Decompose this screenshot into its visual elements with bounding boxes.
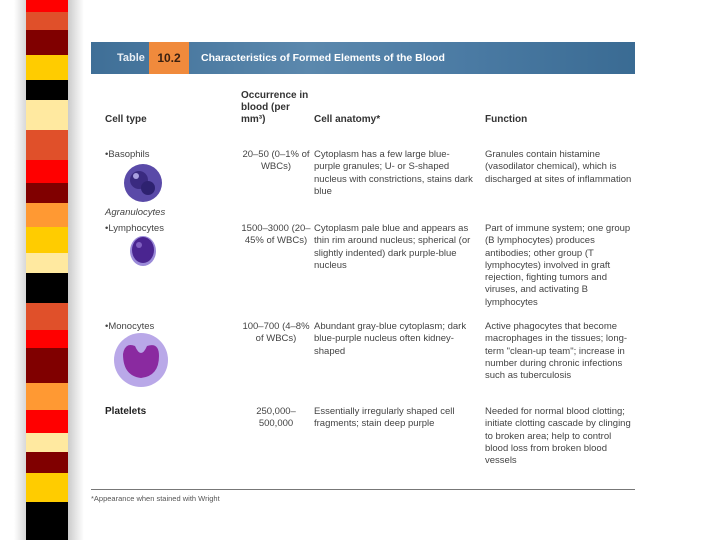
row-occurrence-monocytes: 100–700 (4–8% of WBCs) — [242, 321, 310, 345]
table-title: Characteristics of Formed Elements of the Blood — [201, 52, 445, 64]
stripe — [26, 55, 68, 80]
row-anatomy-lymphocytes: Cytoplasm pale blue and appears as thin rim around nucleus; spherical (or slightly indented) dark purple-blue nucleus — [314, 223, 471, 271]
stripe — [26, 183, 68, 203]
row-type-platelets: Platelets — [105, 406, 147, 417]
decorative-stripe-bar — [26, 0, 68, 540]
stripe — [26, 452, 68, 473]
row-type-monocytes: • Monocytes — [105, 321, 154, 333]
basophil-image — [121, 162, 165, 204]
stripe — [26, 130, 68, 160]
header-cell-type: Cell type — [105, 114, 147, 125]
lymphocyte-image — [129, 235, 157, 267]
stripe — [26, 80, 68, 100]
row-occurrence-basophils: 20–50 (0–1% of WBCs) — [242, 149, 310, 173]
stripe — [26, 348, 68, 383]
blood-elements-table — [91, 42, 635, 502]
header-function: Function — [485, 114, 528, 125]
row-type-basophils: • Basophils — [105, 149, 150, 161]
row-function-lymphocytes: Part of immune system; one group (B lymphocytes) produces antibodies; other group (T lymphocytes) involved in graft rejection, fighting tumors and viruses, and activating B lymphocytes — [485, 223, 631, 308]
row-anatomy-monocytes: Abundant gray-blue cytoplasm; dark blue-purple nucleus often kidney-shaped — [314, 321, 467, 357]
row-occurrence-lymphocytes: 1500–3000 (20–45% of WBCs) — [241, 223, 311, 247]
row-function-platelets: Needed for normal blood clotting; initiate clotting cascade by clinging to broken area; help to control blood loss from broken blood vessels — [485, 406, 631, 467]
stripe — [26, 502, 68, 540]
stripe — [26, 473, 68, 502]
header-occurrence: Occurrence in blood (per mm³) — [241, 90, 309, 125]
row-occurrence-platelets: 250,000–500,000 — [256, 406, 296, 430]
stripe — [26, 0, 68, 12]
table-label: Table — [117, 52, 145, 64]
stripe — [26, 253, 68, 273]
row-type-lymphocytes: • Lymphocytes — [105, 223, 164, 235]
stripe — [26, 100, 68, 130]
table-number: 10.2 — [149, 42, 189, 74]
row-function-monocytes: Active phagocytes that become macrophages in the tissues; long-term "clean-up team"; increase in number during chronic infections such as tuberculosis — [485, 321, 628, 382]
footnote: *Appearance when stained with Wright — [91, 494, 220, 503]
stripe — [26, 12, 68, 30]
stripe — [26, 30, 68, 55]
monocyte-image — [113, 332, 169, 388]
footnote-divider — [91, 489, 635, 490]
section-agranulocytes: Agranulocytes — [105, 207, 166, 218]
stripe — [26, 330, 68, 348]
stripe — [26, 227, 68, 253]
row-anatomy-basophils: Cytoplasm has a few large blue-purple granules; U- or S-shaped nucleus with constrictions, stains dark blue — [314, 149, 473, 197]
header-anatomy: Cell anatomy* — [314, 114, 381, 125]
stripe — [26, 410, 68, 433]
stripe — [26, 433, 68, 452]
stripe — [26, 203, 68, 227]
row-function-basophils: Granules contain histamine (vasodilator chemical), which is discharged at sites of inflammation — [485, 149, 632, 185]
row-anatomy-platelets: Essentially irregularly shaped cell fragments; stain deep purple — [314, 406, 455, 430]
table-title-band — [91, 42, 635, 74]
stripe — [26, 383, 68, 410]
stripe — [26, 303, 68, 330]
stripe — [26, 273, 68, 303]
stripe — [26, 160, 68, 183]
